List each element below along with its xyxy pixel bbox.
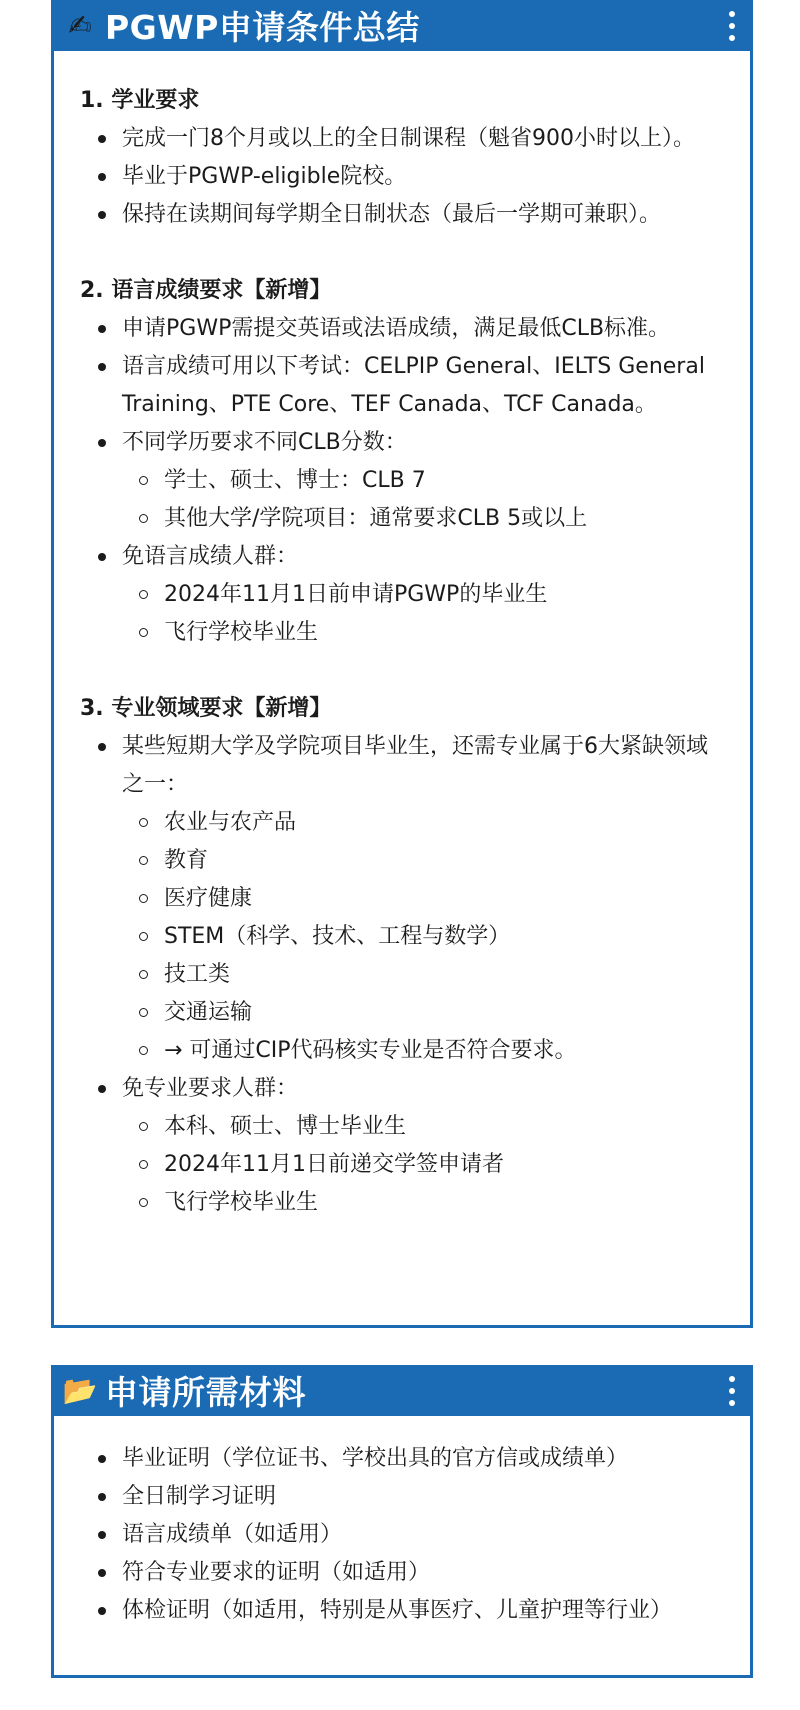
sub-list — [122, 576, 718, 652]
writing-hand-icon: ✍ — [68, 8, 92, 42]
sub-list — [122, 804, 718, 1070]
sub-list-item: 技工类 — [164, 956, 718, 994]
bullet-list — [80, 120, 718, 234]
list-item: 申请PGWP需提交英语或法语成绩，满足最低CLB标准。 — [122, 310, 718, 348]
more-options-icon[interactable] — [727, 11, 737, 41]
section-title: 3. 专业领域要求【新增】 — [80, 696, 332, 721]
sub-list-item: 2024年11月1日前申请PGWP的毕业生 — [164, 576, 718, 614]
bullet-list — [80, 1440, 718, 1630]
sub-list-item: 交通运输 — [164, 994, 718, 1032]
materials-card — [51, 1365, 753, 1678]
list-item — [122, 1070, 718, 1222]
sub-list-item: 本科、硕士、博士毕业生 — [164, 1108, 718, 1146]
sub-list — [122, 462, 718, 538]
list-item: 毕业于PGWP-eligible院校。 — [122, 158, 718, 196]
list-item — [122, 424, 718, 538]
folder-icon: 📂 — [62, 1373, 98, 1407]
list-item — [122, 538, 718, 652]
card-body — [54, 51, 750, 1222]
list-item: 全日制学习证明 — [122, 1478, 718, 1516]
card-body — [54, 1416, 750, 1630]
sub-list-item: → 可通过CIP代码核实专业是否符合要求。 — [164, 1032, 718, 1070]
bullet-list — [80, 728, 718, 1222]
list-item-text: 不同学历要求不同CLB分数： — [122, 430, 407, 455]
card-header — [51, 0, 753, 51]
card-title: PGWP申请条件总结 — [105, 8, 420, 47]
conditions-card — [51, 0, 753, 1328]
sub-list-item: 学士、硕士、博士：CLB 7 — [164, 462, 718, 500]
sub-list-item: 飞行学校毕业生 — [164, 614, 718, 652]
list-item-text: 某些短期大学及学院项目毕业生，还需专业属于6大紧缺领域之一： — [122, 734, 708, 797]
list-item: 语言成绩可用以下考试：CELPIP General、IELTS General Training、PTE Core、TEF Canada、TCF Canada。 — [122, 348, 718, 424]
more-options-icon[interactable] — [727, 1376, 737, 1406]
card-header — [51, 1365, 753, 1416]
list-item: 毕业证明（学位证书、学校出具的官方信或成绩单） — [122, 1440, 718, 1478]
section-field-of-study — [80, 690, 718, 1222]
section-language — [80, 272, 718, 652]
list-item-text: 免专业要求人群： — [122, 1076, 299, 1101]
list-item: 符合专业要求的证明（如适用） — [122, 1554, 718, 1592]
sub-list-item: 医疗健康 — [164, 880, 718, 918]
list-item: 保持在读期间每学期全日制状态（最后一学期可兼职）。 — [122, 196, 718, 234]
sub-list-item: 飞行学校毕业生 — [164, 1184, 718, 1222]
list-item: 语言成绩单（如适用） — [122, 1516, 718, 1554]
sub-list-item: 农业与农产品 — [164, 804, 718, 842]
sub-list-item: 其他大学/学院项目：通常要求CLB 5或以上 — [164, 500, 718, 538]
sub-list — [122, 1108, 718, 1222]
card-title: 申请所需材料 — [105, 1373, 306, 1412]
bullet-list — [80, 310, 718, 652]
section-academic — [80, 82, 718, 234]
list-item-text: 免语言成绩人群： — [122, 544, 299, 569]
sub-list-item: 2024年11月1日前递交学签申请者 — [164, 1146, 718, 1184]
list-item — [122, 728, 718, 1070]
list-item: 完成一门8个月或以上的全日制课程（魁省900小时以上）。 — [122, 120, 718, 158]
sub-list-item: STEM（科学、技术、工程与数学） — [164, 918, 718, 956]
list-item: 体检证明（如适用，特别是从事医疗、儿童护理等行业） — [122, 1592, 718, 1630]
sub-list-item: 教育 — [164, 842, 718, 880]
section-title: 1. 学业要求 — [80, 88, 200, 113]
section-title: 2. 语言成绩要求【新增】 — [80, 278, 332, 303]
